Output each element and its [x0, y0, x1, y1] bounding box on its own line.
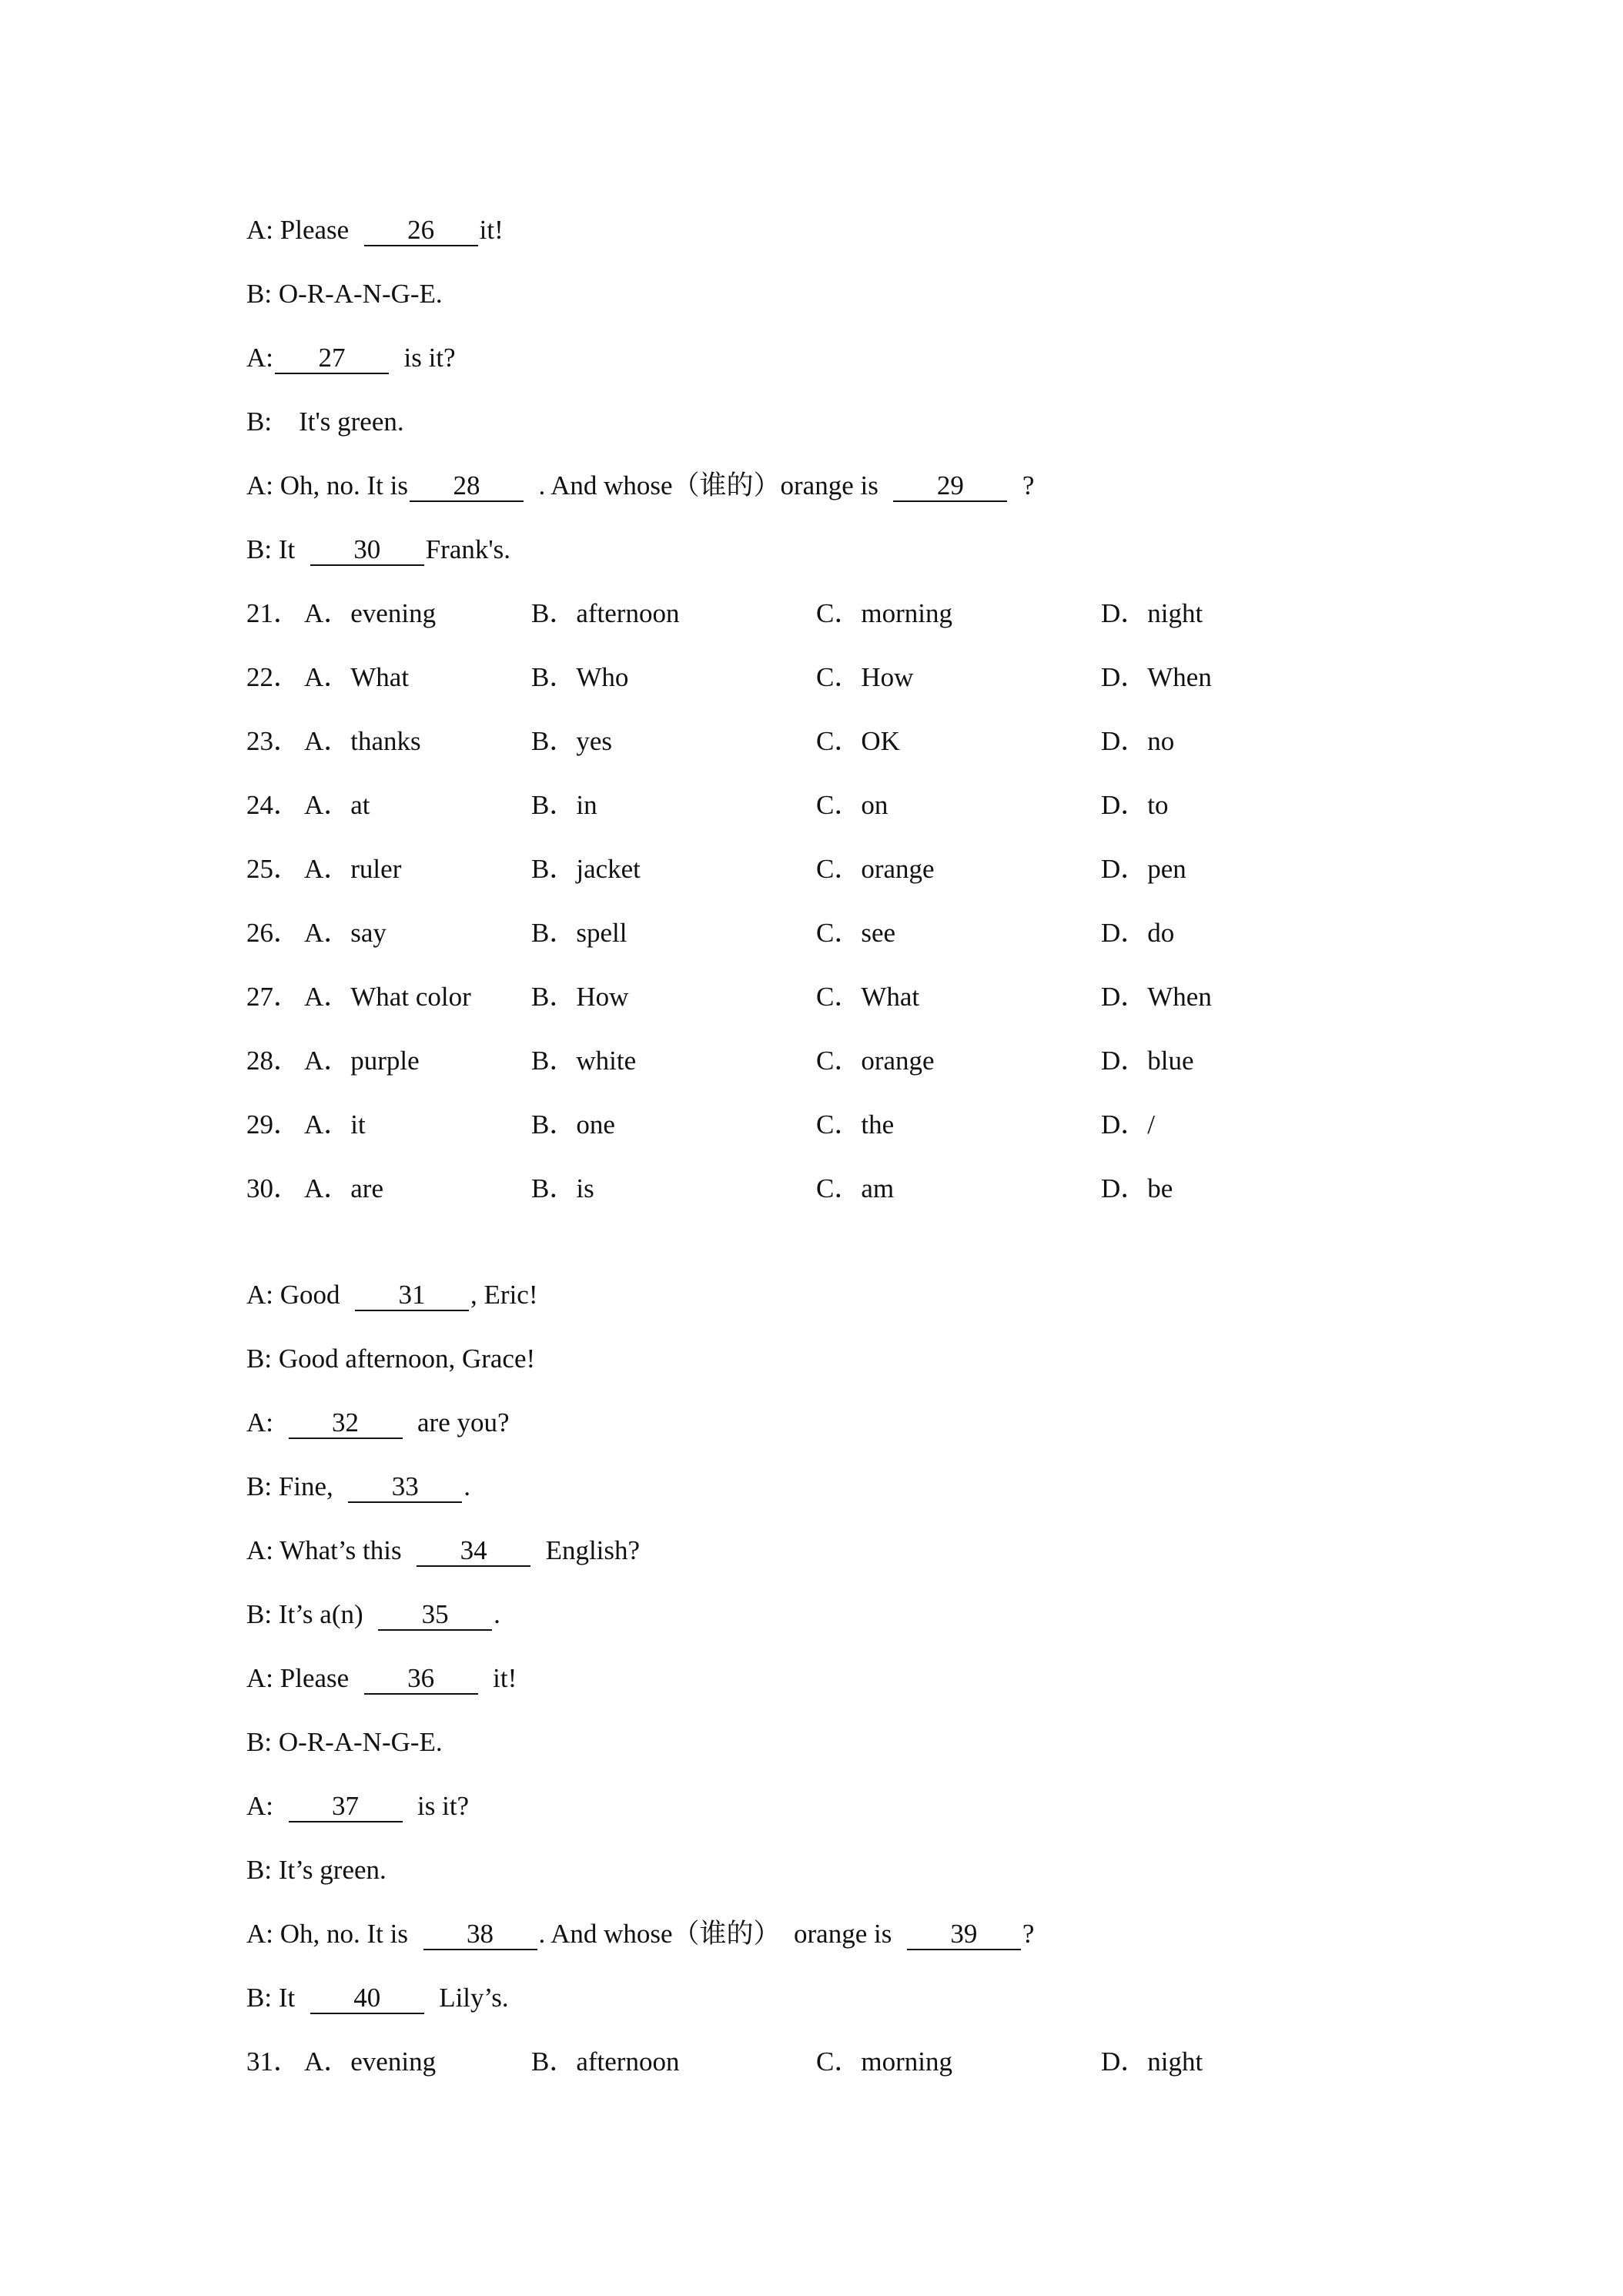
- question-number: 25．: [246, 854, 301, 884]
- option-b: B．spell: [531, 918, 627, 948]
- answer-blank: 27: [275, 343, 389, 374]
- option-a: A．thanks: [304, 726, 421, 756]
- answer-blank: 31: [355, 1280, 469, 1311]
- option-c: C．on: [816, 790, 888, 820]
- dialogue-line: A: Oh, no. It is 28 . And whose（谁的）orange is 29 ?: [246, 470, 1035, 500]
- option-c: C．OK: [816, 726, 900, 756]
- dialogue-line: B: It 30 Frank's.: [246, 534, 511, 564]
- dialogue-line: A: 37 is it?: [246, 1791, 470, 1821]
- question-number: 27．: [246, 982, 301, 1012]
- dialogue-line: B: It’s green.: [246, 1855, 387, 1885]
- option-d: D．be: [1101, 1173, 1173, 1203]
- option-c: C．How: [816, 662, 914, 692]
- option-d: D．pen: [1101, 854, 1186, 884]
- question-row: [246, 659, 1555, 696]
- option-b: B．is: [531, 1173, 594, 1203]
- answer-blank: 40: [310, 1983, 424, 2014]
- answer-blank: 38: [423, 1919, 537, 1950]
- option-d: D．to: [1101, 790, 1169, 820]
- dialogue-line: A: 32 are you?: [246, 1407, 510, 1438]
- option-a: A．at: [304, 790, 370, 820]
- dialogue-line: B: It’s a(n) 35 .: [246, 1599, 500, 1629]
- option-b: B．yes: [531, 726, 613, 756]
- option-b: B．Who: [531, 662, 629, 692]
- dialogue-line: B: Fine, 33 .: [246, 1471, 471, 1501]
- question-row: [246, 1043, 1555, 1079]
- question-number: 28．: [246, 1046, 301, 1076]
- option-b: B．afternoon: [531, 598, 680, 628]
- question-row: [246, 1106, 1555, 1143]
- option-b: B．white: [531, 1046, 637, 1076]
- option-a: A．What color: [304, 982, 471, 1012]
- option-d: D．When: [1101, 982, 1212, 1012]
- option-a: A．it: [304, 1110, 366, 1140]
- option-d: D．/: [1101, 1110, 1156, 1140]
- dialogue-line: A: 27 is it?: [246, 343, 456, 373]
- question-number: 23．: [246, 726, 301, 756]
- question-row: [246, 979, 1555, 1016]
- answer-blank: 28: [410, 471, 524, 502]
- question-number: 31．: [246, 2047, 301, 2077]
- option-c: C．the: [816, 1110, 895, 1140]
- question-number: 26．: [246, 918, 301, 948]
- question-number: 29．: [246, 1110, 301, 1140]
- option-c: C．orange: [816, 1046, 935, 1076]
- answer-blank: 37: [289, 1792, 403, 1822]
- question-number: 22．: [246, 662, 301, 692]
- option-b: B．one: [531, 1110, 615, 1140]
- option-d: D．blue: [1101, 1046, 1194, 1076]
- question-row: [246, 1170, 1555, 1207]
- option-c: C．orange: [816, 854, 935, 884]
- answer-blank: 30: [310, 535, 424, 566]
- option-a: A．say: [304, 918, 387, 948]
- dialogue-line: B: Good afternoon, Grace!: [246, 1344, 536, 1374]
- question-row: [246, 851, 1555, 888]
- option-d: D．night: [1101, 598, 1203, 628]
- option-a: A．What: [304, 662, 410, 692]
- option-a: A．evening: [304, 598, 437, 628]
- option-c: C．morning: [816, 598, 952, 628]
- answer-blank: 35: [378, 1600, 492, 1631]
- dialogue-line: A: What’s this 34 English?: [246, 1535, 641, 1565]
- option-b: B．afternoon: [531, 2047, 680, 2077]
- option-d: D．do: [1101, 918, 1175, 948]
- question-number: 21．: [246, 598, 301, 628]
- dialogue-line: B: O-R-A-N-G-E.: [246, 279, 443, 309]
- dialogue-line: A: Oh, no. It is 38 . And whose（谁的） orange is 39 ?: [246, 1919, 1035, 1949]
- question-row: [246, 915, 1555, 952]
- dialogue-line: A: Good 31 , Eric!: [246, 1280, 538, 1310]
- option-c: C．morning: [816, 2047, 952, 2077]
- option-a: A．are: [304, 1173, 384, 1203]
- option-d: D．When: [1101, 662, 1212, 692]
- option-d: D．no: [1101, 726, 1175, 756]
- answer-blank: 33: [348, 1472, 462, 1503]
- answer-blank: 36: [364, 1664, 478, 1695]
- answer-blank: 26: [364, 216, 478, 246]
- dialogue-line: A: Please 36 it!: [246, 1663, 517, 1693]
- option-c: C．see: [816, 918, 896, 948]
- option-d: D．night: [1101, 2047, 1203, 2077]
- dialogue-line: B: O-R-A-N-G-E.: [246, 1727, 443, 1757]
- question-row: [246, 723, 1555, 760]
- question-number: 30．: [246, 1173, 301, 1203]
- option-b: B．in: [531, 790, 597, 820]
- option-c: C．What: [816, 982, 920, 1012]
- answer-blank: 34: [417, 1536, 530, 1567]
- answer-blank: 39: [907, 1919, 1021, 1950]
- dialogue-line: A: Please 26 it!: [246, 215, 504, 245]
- dialogue-line: B: It 40 Lily’s.: [246, 1983, 509, 2013]
- option-b: B．How: [531, 982, 629, 1012]
- question-row: [246, 2043, 1555, 2080]
- option-a: A．evening: [304, 2047, 437, 2077]
- option-a: A．ruler: [304, 854, 402, 884]
- question-number: 24．: [246, 790, 301, 820]
- option-c: C．am: [816, 1173, 895, 1203]
- answer-blank: 32: [289, 1408, 403, 1439]
- answer-blank: 29: [893, 471, 1007, 502]
- option-b: B．jacket: [531, 854, 641, 884]
- option-a: A．purple: [304, 1046, 420, 1076]
- question-row: [246, 787, 1555, 824]
- question-row: [246, 595, 1555, 632]
- dialogue-line: B: It's green.: [246, 407, 404, 437]
